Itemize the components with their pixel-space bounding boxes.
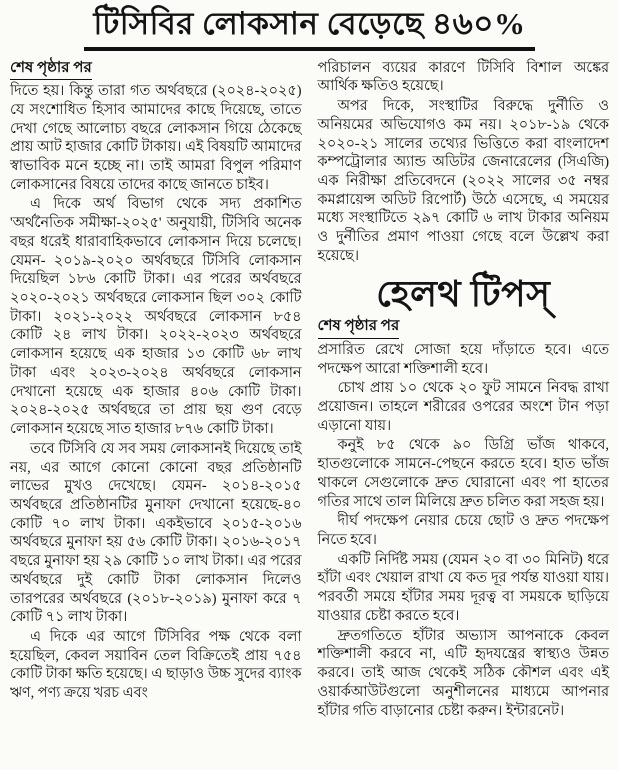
health-tip-paragraph: দ্রুতগতিতে হাঁটার অভ্যাস আপনাকে কেবল শক্তিশালী করবে না, এটি হৃদযন্ত্রের স্বাস্থ্যও উন্নত করবে। তাই আজ থেকেই সঠিক কৌশল এবং এই ওয়ার্কআউটগুলো অনুশীলনের মাধ্যমে আপনার হাঁটার গতি বাড়ানোর চেষ্টা করুন। ইন্টারনেট। <box>317 627 609 719</box>
health-tip-paragraph: প্রসারিত রেখে সোজা হয়ে দাঁড়াতে হবে। এতে পদক্ষেপ আরো শক্তিশালী হবে। <box>317 341 609 377</box>
continued-from-label: শেষ পৃষ্ঠার পর <box>10 59 92 81</box>
article-columns <box>10 59 609 722</box>
article-paragraph: পরিচালন ব্যয়ের কারণে টিসিবি বিশাল অঙ্কের আর্থিক ক্ষতিও হয়েছে। <box>317 59 609 95</box>
article-paragraph: এ দিকে এর আগে টিসিবির পক্ষ থেকে বলা হয়েছিল, কেবল সয়াবিন তেল বিক্রিতেই প্রায় ৭৫৪ কোটি টাকা ক্ষতি হয়েছে। এ ছাড়াও উচ্চ সুদের ব্যাংক ঋণ, পণ্য ক্রয়ে খরচ এবং <box>10 628 302 702</box>
article-paragraph: এ দিকে অর্থ বিভাগ থেকে সদ্য প্রকাশিত 'অর্থনৈতিক সমীক্ষা-২০২৫' অনুযায়ী, টিসিবি অনেক বছর ধরেই ধারাবাহিকভাবে লোকসান দিয়ে চলেছে। যেমন- ২০১৯-২০২০ অর্থবছরে টিসিবি লোকসান দিয়েছিল ১৮৬ কোটি টাকা। এর পরের অর্থবছরে ২০২০-২০২১ অর্থবছরে লোকসান ছিল ৩০২ কোটি টাকা। ২০২১-২০২২ অর্থবছরে লোকসান ৮৫৪ কোটি ২৪ লাখ টাকা। ২০২২-২০২৩ অর্থবছরে লোকসান হয়েছে এক হাজার ১৩ কোটি ৬৮ লাখ টাকা এবং ২০২৩-২০২৪ অর্থবছরে লোকসান দেখানো হয়েছে এক হাজার ৪০৬ কোটি টাকা। ২০২৪-২০২৫ অর্থবছরে তা প্রায় ছয় গুণ বেড়ে লোকসান হয়েছে সাত হাজার ৮৭৬ কোটি টাকা। <box>10 196 302 438</box>
health-tip-paragraph: কনুই ৮৫ থেকে ৯০ ডিগ্রি ভাঁজ থাকবে, হাতগুলোকে সামনে-পেছনে করতে হবে। হাত ভাঁজ থাকলে সেগুলোকে দ্রুত ঘোরানো এবং পা হাতের গতির সাথে তাল মিলিয়ে দ্রুত চলিত করা সহজ হয়। <box>317 437 609 510</box>
article-paragraph: অপর দিকে, সংস্থাটির বিরুদ্ধে দুর্নীতি ও অনিয়মের অভিযোগও কম নয়। ২০১৮-১৯ থেকে ২০২০-২১ সালের তথ্যের ভিত্তিতে করা বাংলাদেশ কম্পট্রোলার অ্যান্ড অডিটর জেনারেলের (সিএজি) এক নিরীক্ষা প্রতিবেদনে (২০২২ সালের ৩৫ নম্বর কমপ্লায়েন্স অডিট রিপোর্ট) উঠে এসেছে, এ সময়ের মধ্যে সংস্থাটিতে ২৯৭ কোটি ৬ লাখ টাকার অনিয়ম ও দুর্নীতির প্রমাণ পাওয়া গেছে বলে উল্লেখ করা হয়েছে। <box>317 98 609 264</box>
health-tips-heading: হেলথ টিপস্ <box>376 273 551 314</box>
left-column <box>10 59 302 704</box>
health-tip-paragraph: চোখ প্রায় ১০ থেকে ২০ ফুট সামনে নিবদ্ধ রাখা প্রয়োজন। তাহলে শরীরের ওপরের অংশে টান পড়া এড়ানো যায়। <box>317 380 609 434</box>
health-tip-paragraph: দীর্ঘ পদক্ষেপ নেয়ার চেয়ে ছোট ও দ্রুত পদক্ষেপ নিতে হবে। <box>317 513 609 549</box>
page-title: টিসিবির লোকসান বেড়েছে ৪৬০% <box>84 6 536 51</box>
right-column <box>318 59 610 722</box>
headline-wrap <box>10 6 609 51</box>
article-paragraph: দিতে হয়। কিন্তু তারা গত অর্থবছরে (২০২৪-২০২৫) যে সংশোধিত হিসাব আমাদের কাছে দিয়েছে, তাতে দেখা গেছে আলোচ্য বছরে লোকসান গিয়ে ঠেকেছে প্রায় আট হাজার কোটি টাকায়। এই বিষয়টি আমাদের স্বাভাবিক মনে হচ্ছে না। তাই আমরা বিপুল পরিমাণ লোকসানের বিষয়ে তাদের কাছে জানতে চাইব। <box>10 83 302 193</box>
health-tip-paragraph: একটি নির্দিষ্ট সময় (যেমন ২০ বা ৩০ মিনিট) ধরে হাঁটা এবং খেয়াল রাখা যে কত দূর পর্যন্ত যাওয়া যায়। পরবর্তী সময়ে হাঁটার সময় দূরত্ব বা সময়কে ছাড়িয়ে যাওয়ার চেষ্টা করতে হবে। <box>317 551 609 624</box>
article-paragraph: তবে টিসিবি যে সব সময় লোকসানই দিয়েছে তাই নয়, এর আগে কোনো কোনো বছর প্রতিষ্ঠানটি লাভের মুখও দেখেছে। যেমন- ২০১৪-২০১৫ অর্থবছরে প্রতিষ্ঠানটির মুনাফা দেখানো হয়েছে-৪০ কোটি ৭০ লাখ টাকা। একইভাবে ২০১৫-২০১৬ অর্থবছরে মুনাফা হয় ৫৬ কোটি টাকা। ২০১৬-২০১৭ বছরে মুনাফা হয় ২৯ কোটি ১০ লাখ টাকা। এর পরের অর্থবছরে দুই কোটি টাকা লোকসান দিলেও তারপরের অর্থবছরে (২০১৮-২০১৯) মুনাফা করে ৭ কোটি ৭১ লাখ টাকা। <box>10 440 302 626</box>
continued-from-label: শেষ পৃষ্ঠার পর <box>318 317 400 339</box>
